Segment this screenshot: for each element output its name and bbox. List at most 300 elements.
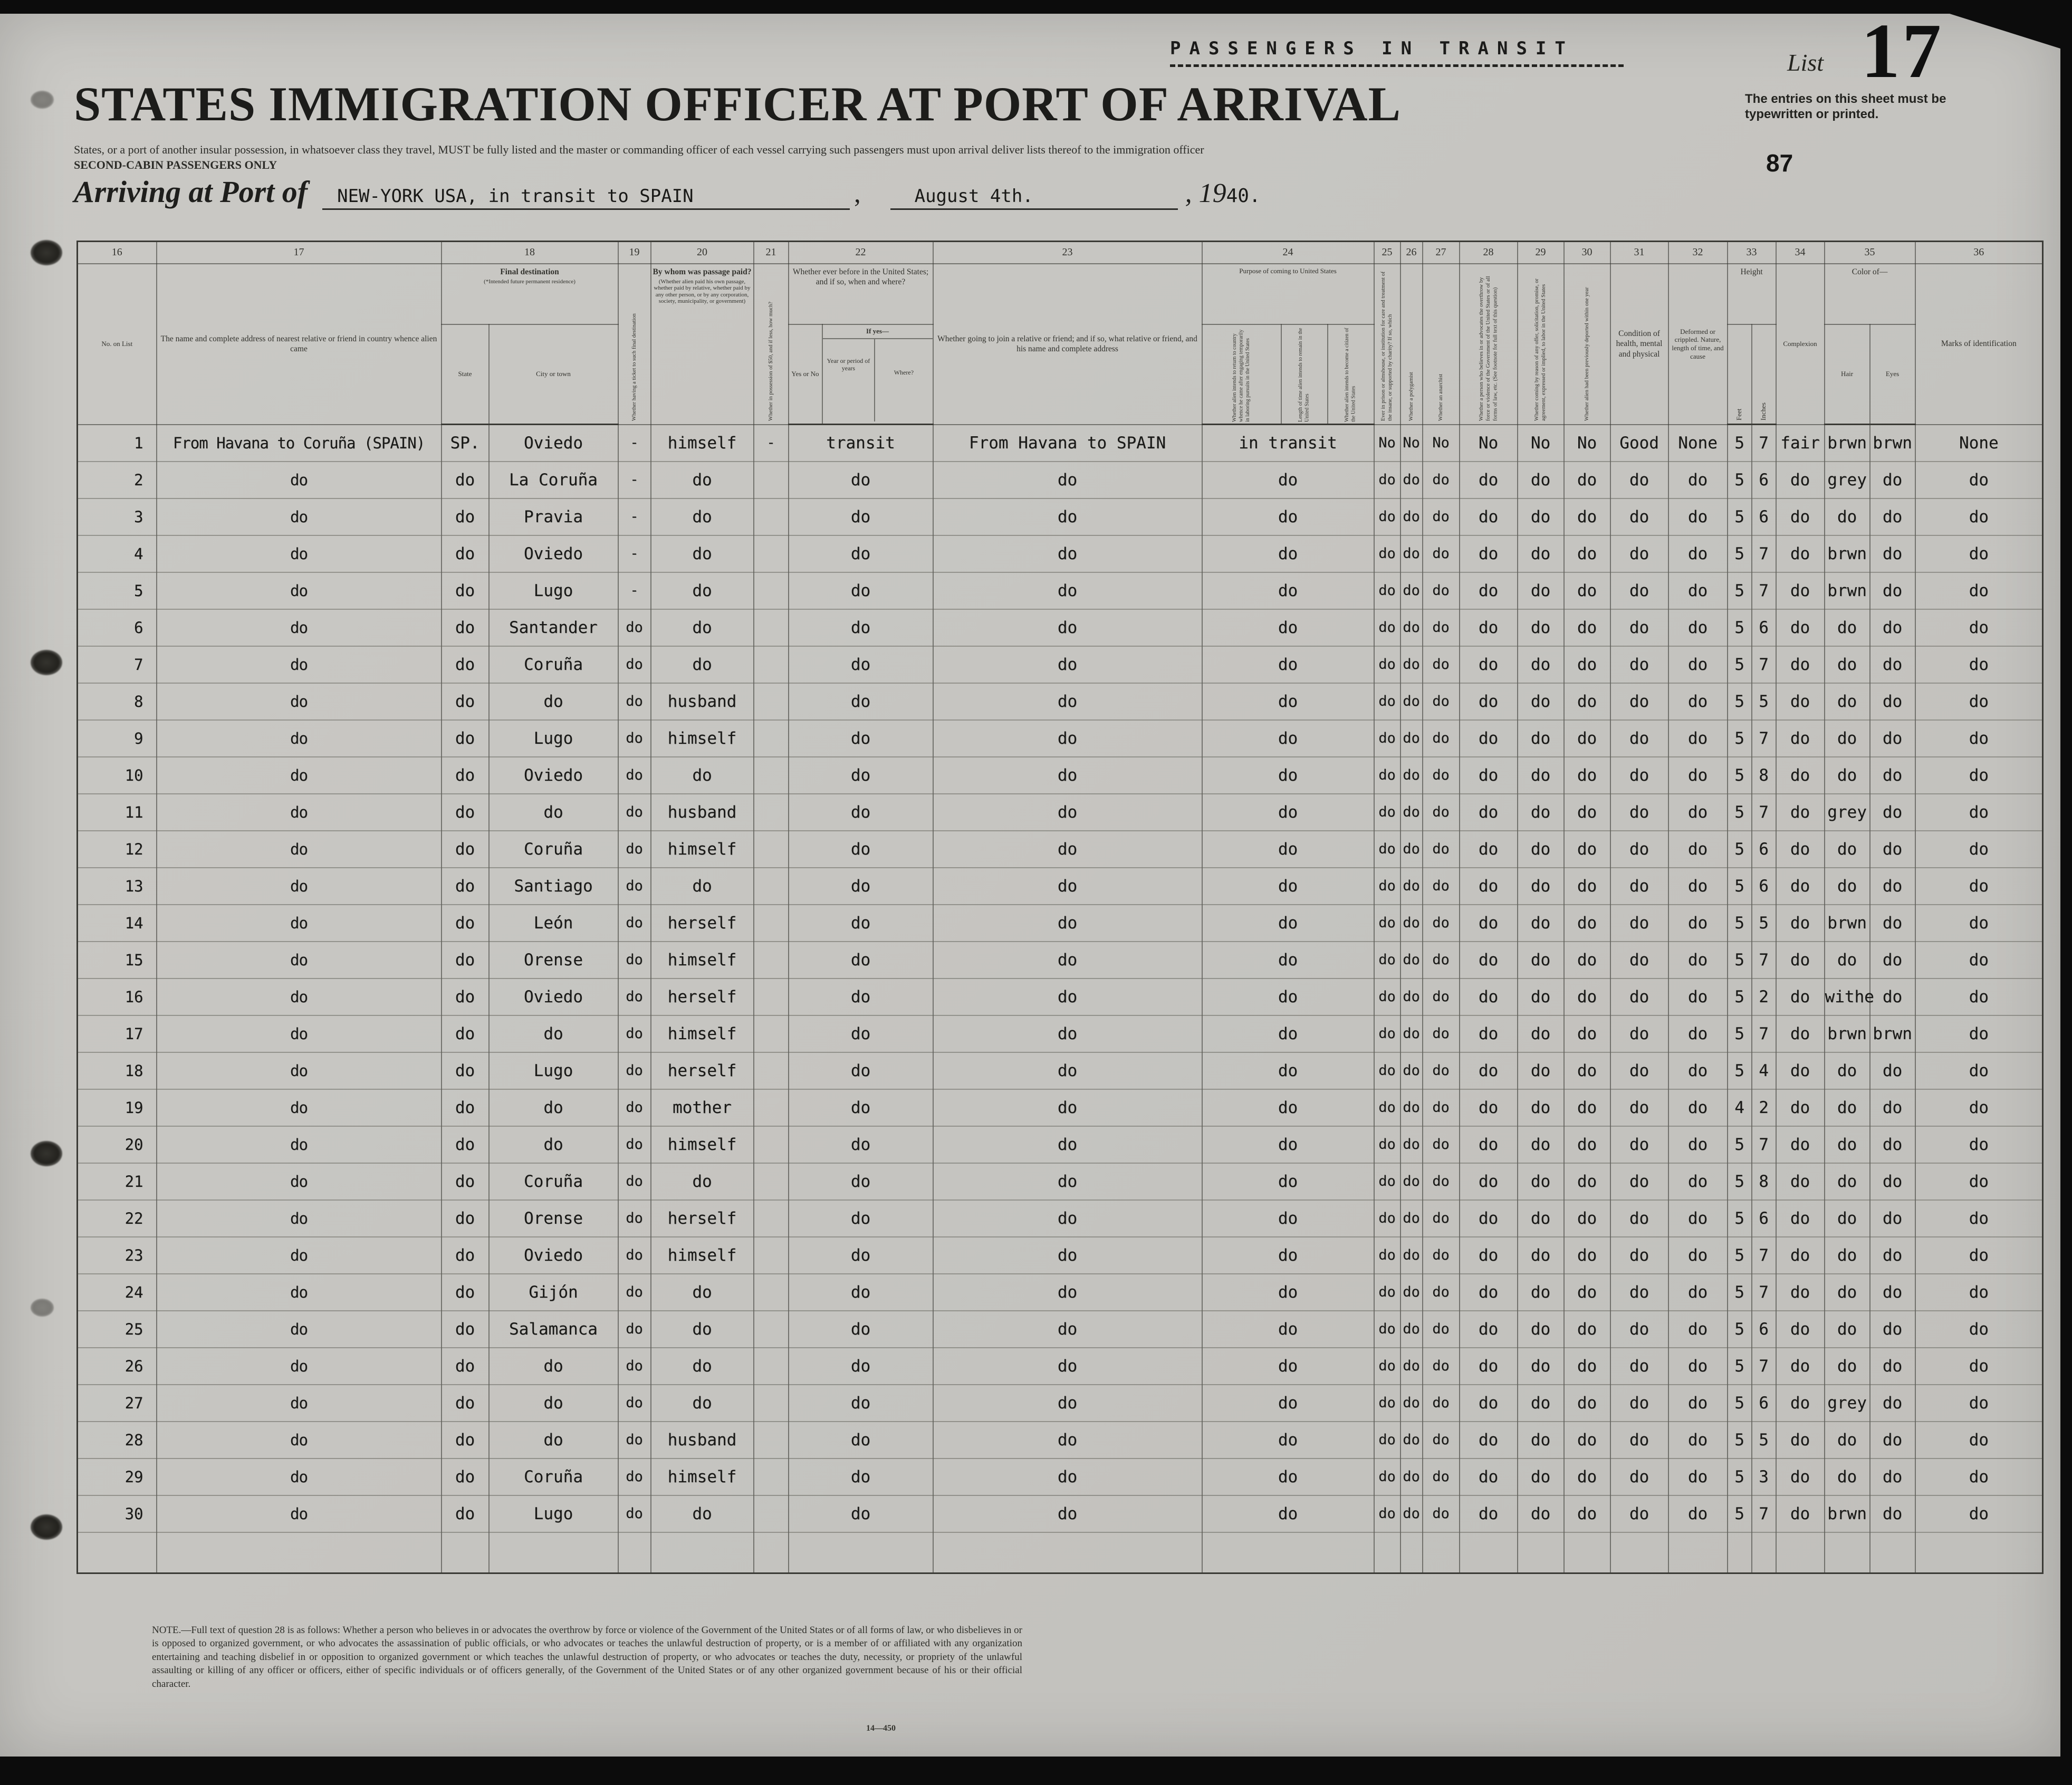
col-header-year-period: Year or period of years bbox=[823, 339, 876, 421]
col-header-yes-no: Yes or No bbox=[789, 324, 822, 425]
cell-before-us: do bbox=[789, 905, 933, 942]
cell-deported: do bbox=[1564, 1237, 1610, 1274]
col-header-purpose: Purpose of coming to United States bbox=[1202, 264, 1374, 324]
passenger-rows bbox=[78, 425, 2043, 1573]
cell-prison: do bbox=[1374, 462, 1400, 498]
col-number: 20 bbox=[651, 242, 754, 264]
cell-before-us: do bbox=[789, 720, 933, 757]
cell-deformed: do bbox=[1668, 1200, 1728, 1237]
cell-before-us: do bbox=[789, 462, 933, 498]
cell-state: do bbox=[442, 1385, 489, 1422]
cell-city: Oviedo bbox=[489, 978, 618, 1015]
cell-polygamist: do bbox=[1400, 868, 1423, 905]
cell-ticket: do bbox=[618, 978, 651, 1015]
cell-labor-offer: do bbox=[1518, 646, 1564, 683]
cell-complexion: do bbox=[1776, 868, 1825, 905]
cell-overthrow: do bbox=[1460, 1458, 1518, 1495]
cell-join: do bbox=[933, 1274, 1202, 1311]
empty-cell bbox=[789, 1532, 933, 1573]
cell-no: 11 bbox=[78, 794, 157, 831]
col-header-where: Where? bbox=[894, 368, 914, 376]
list-number: 17 bbox=[1861, 8, 1943, 94]
cell-join: do bbox=[933, 1495, 1202, 1532]
cell-city: Coruña bbox=[489, 831, 618, 868]
col-header-deported bbox=[1564, 264, 1610, 425]
cell-health: do bbox=[1610, 1015, 1668, 1052]
cell-deported: do bbox=[1564, 868, 1610, 905]
cell-overthrow: do bbox=[1460, 462, 1518, 498]
col-header-prison bbox=[1374, 264, 1400, 425]
cell-inches: 7 bbox=[1752, 1348, 1776, 1385]
cell-complexion: do bbox=[1776, 831, 1825, 868]
cell-inches: 2 bbox=[1752, 978, 1776, 1015]
cell-passage: herself bbox=[651, 978, 754, 1015]
cell-labor-offer: do bbox=[1518, 978, 1564, 1015]
cell-state: do bbox=[442, 905, 489, 942]
cell-ticket: do bbox=[618, 1274, 651, 1311]
cell-eyes: do bbox=[1870, 1458, 1915, 1495]
cell-overthrow: do bbox=[1460, 1163, 1518, 1200]
cell-labor-offer: do bbox=[1518, 462, 1564, 498]
cell-join: do bbox=[933, 572, 1202, 609]
cell-prison: No bbox=[1374, 425, 1400, 462]
passage-paid-label: By whom was passage paid? bbox=[653, 267, 752, 276]
cell-deported: do bbox=[1564, 1348, 1610, 1385]
cell-money bbox=[754, 720, 789, 757]
cell-overthrow: do bbox=[1460, 646, 1518, 683]
cell-polygamist: do bbox=[1400, 1458, 1423, 1495]
cell-before-us: do bbox=[789, 683, 933, 720]
inches-label: Inches bbox=[1759, 402, 1768, 421]
cell-labor-offer: do bbox=[1518, 1052, 1564, 1089]
cell-complexion: do bbox=[1776, 1274, 1825, 1311]
col-header-passage-paid bbox=[651, 264, 754, 425]
cell-city: Lugo bbox=[489, 572, 618, 609]
cell-purpose: do bbox=[1202, 978, 1374, 1015]
cell-health: do bbox=[1610, 498, 1668, 535]
cell-state: do bbox=[442, 868, 489, 905]
cell-passage: do bbox=[651, 609, 754, 646]
cell-state: do bbox=[442, 462, 489, 498]
cell-ticket: do bbox=[618, 794, 651, 831]
cell-feet: 5 bbox=[1728, 1126, 1752, 1163]
scan-corner-artifact bbox=[1950, 14, 2060, 49]
hole-punch bbox=[31, 1299, 54, 1317]
cell-deported: do bbox=[1564, 572, 1610, 609]
cell-relative: do bbox=[157, 720, 442, 757]
cell-inches: 6 bbox=[1752, 498, 1776, 535]
cell-city: do bbox=[489, 1126, 618, 1163]
cell-ticket: do bbox=[618, 757, 651, 794]
cell-polygamist: do bbox=[1400, 462, 1423, 498]
cell-anarchist: do bbox=[1423, 1385, 1460, 1422]
cell-labor-offer: do bbox=[1518, 868, 1564, 905]
cell-money bbox=[754, 1163, 789, 1200]
cell-eyes: do bbox=[1870, 1311, 1915, 1348]
cell-anarchist: No bbox=[1423, 425, 1460, 462]
cell-hair: do bbox=[1825, 609, 1870, 646]
table-row bbox=[78, 757, 2043, 794]
cell-money bbox=[754, 1495, 789, 1532]
cell-anarchist: do bbox=[1423, 794, 1460, 831]
cell-overthrow: do bbox=[1460, 1015, 1518, 1052]
empty-cell bbox=[157, 1532, 442, 1573]
cell-join: do bbox=[933, 868, 1202, 905]
cell-labor-offer: do bbox=[1518, 942, 1564, 978]
cell-marks: do bbox=[1915, 1385, 2043, 1422]
cell-relative: From Havana to Coruña (SPAIN) bbox=[157, 425, 442, 462]
cell-overthrow: do bbox=[1460, 1200, 1518, 1237]
cell-prison: do bbox=[1374, 1126, 1400, 1163]
cell-state: do bbox=[442, 1422, 489, 1458]
cell-purpose: do bbox=[1202, 868, 1374, 905]
cell-hair: grey bbox=[1825, 794, 1870, 831]
list-label: List bbox=[1787, 49, 1824, 76]
cell-overthrow: do bbox=[1460, 905, 1518, 942]
cell-overthrow: do bbox=[1460, 1126, 1518, 1163]
cell-overthrow: do bbox=[1460, 720, 1518, 757]
col-header-eyes: Eyes bbox=[1870, 324, 1915, 425]
cell-ticket: do bbox=[618, 831, 651, 868]
cell-prison: do bbox=[1374, 1015, 1400, 1052]
cell-city: Lugo bbox=[489, 1052, 618, 1089]
cell-purpose: do bbox=[1202, 942, 1374, 978]
cell-passage: do bbox=[651, 646, 754, 683]
cell-no: 6 bbox=[78, 609, 157, 646]
cell-deformed: do bbox=[1668, 646, 1728, 683]
cell-passage: herself bbox=[651, 1052, 754, 1089]
paper-sheet bbox=[0, 8, 2060, 1757]
cell-purpose: do bbox=[1202, 1274, 1374, 1311]
cell-hair: do bbox=[1825, 1311, 1870, 1348]
cell-inches: 6 bbox=[1752, 462, 1776, 498]
heading-underline bbox=[1170, 64, 1624, 67]
table-row bbox=[78, 646, 2043, 683]
cell-no: 26 bbox=[78, 1348, 157, 1385]
cell-no: 10 bbox=[78, 757, 157, 794]
cell-deformed: do bbox=[1668, 609, 1728, 646]
cell-feet: 5 bbox=[1728, 1200, 1752, 1237]
cell-before-us: do bbox=[789, 1458, 933, 1495]
cell-ticket: do bbox=[618, 1089, 651, 1126]
cell-city: Santander bbox=[489, 609, 618, 646]
cell-deformed: do bbox=[1668, 1237, 1728, 1274]
cell-marks: do bbox=[1915, 1015, 2043, 1052]
cell-anarchist: do bbox=[1423, 498, 1460, 535]
cell-state: do bbox=[442, 1015, 489, 1052]
cell-inches: 7 bbox=[1752, 535, 1776, 572]
cell-deported: do bbox=[1564, 1015, 1610, 1052]
cell-feet: 5 bbox=[1728, 1458, 1752, 1495]
cell-feet: 5 bbox=[1728, 572, 1752, 609]
cell-complexion: do bbox=[1776, 1015, 1825, 1052]
cell-join: do bbox=[933, 720, 1202, 757]
cell-eyes: do bbox=[1870, 720, 1915, 757]
cell-health: do bbox=[1610, 646, 1668, 683]
cell-ticket: do bbox=[618, 1348, 651, 1385]
cell-money bbox=[754, 646, 789, 683]
cell-health: do bbox=[1610, 1163, 1668, 1200]
cell-ticket: - bbox=[618, 462, 651, 498]
cell-passage: himself bbox=[651, 831, 754, 868]
col-header-city: City or town bbox=[489, 324, 618, 425]
cell-ticket: - bbox=[618, 535, 651, 572]
table-row bbox=[78, 1422, 2043, 1458]
cell-anarchist: do bbox=[1423, 720, 1460, 757]
cell-passage: himself bbox=[651, 1015, 754, 1052]
cell-health: do bbox=[1610, 1200, 1668, 1237]
cell-deported: do bbox=[1564, 498, 1610, 535]
cell-join: do bbox=[933, 905, 1202, 942]
cell-marks: do bbox=[1915, 1163, 2043, 1200]
cell-prison: do bbox=[1374, 535, 1400, 572]
cell-no: 20 bbox=[78, 1126, 157, 1163]
cell-money bbox=[754, 794, 789, 831]
cell-overthrow: do bbox=[1460, 1422, 1518, 1458]
cell-purpose: do bbox=[1202, 1052, 1374, 1089]
cell-before-us: do bbox=[789, 1200, 933, 1237]
cell-join: do bbox=[933, 1237, 1202, 1274]
cell-ticket: do bbox=[618, 720, 651, 757]
cell-deformed: do bbox=[1668, 868, 1728, 905]
cell-join: From Havana to SPAIN bbox=[933, 425, 1202, 462]
cell-marks: do bbox=[1915, 757, 2043, 794]
cell-relative: do bbox=[157, 1089, 442, 1126]
cell-anarchist: do bbox=[1423, 1089, 1460, 1126]
cell-ticket: do bbox=[618, 1126, 651, 1163]
cell-deformed: do bbox=[1668, 462, 1728, 498]
cell-ticket: do bbox=[618, 1163, 651, 1200]
cell-complexion: do bbox=[1776, 1163, 1825, 1200]
cell-complexion: fair bbox=[1776, 425, 1825, 462]
cell-money bbox=[754, 1385, 789, 1422]
col-number: 29 bbox=[1518, 242, 1564, 264]
cell-hair: do bbox=[1825, 1348, 1870, 1385]
cell-passage: do bbox=[651, 1311, 754, 1348]
cell-inches: 6 bbox=[1752, 1385, 1776, 1422]
col-number: 25 bbox=[1374, 242, 1400, 264]
cell-purpose: do bbox=[1202, 1089, 1374, 1126]
cell-marks: do bbox=[1915, 1495, 2043, 1532]
col-header-hair: Hair bbox=[1825, 324, 1870, 425]
cell-deported: do bbox=[1564, 1495, 1610, 1532]
col-header-anarchist bbox=[1423, 264, 1460, 425]
cell-marks: do bbox=[1915, 609, 2043, 646]
cell-inches: 7 bbox=[1752, 572, 1776, 609]
table-row bbox=[78, 535, 2043, 572]
cell-ticket: do bbox=[618, 1200, 651, 1237]
hole-punch bbox=[31, 1514, 62, 1540]
cell-hair: do bbox=[1825, 1163, 1870, 1200]
cell-city: León bbox=[489, 905, 618, 942]
cell-join: do bbox=[933, 1089, 1202, 1126]
if-yes-label: If yes— bbox=[823, 325, 933, 339]
cell-deported: do bbox=[1564, 1126, 1610, 1163]
cell-labor-offer: do bbox=[1518, 535, 1564, 572]
table-row bbox=[78, 868, 2043, 905]
cell-labor-offer: do bbox=[1518, 1348, 1564, 1385]
cell-hair: grey bbox=[1825, 462, 1870, 498]
cell-money bbox=[754, 572, 789, 609]
cell-feet: 5 bbox=[1728, 683, 1752, 720]
col-header-purpose-return bbox=[1202, 324, 1281, 425]
hole-punch bbox=[31, 240, 62, 265]
overthrow-label: Whether a person who believes in or advocates the overthrow by force or violence of the Government of the United States or of all forms of law, etc. (See footnote for full text of this question) bbox=[1478, 276, 1499, 421]
cell-prison: do bbox=[1374, 609, 1400, 646]
cell-passage: herself bbox=[651, 1200, 754, 1237]
col-header-height: Height bbox=[1728, 264, 1776, 324]
cell-eyes: do bbox=[1870, 609, 1915, 646]
cell-no: 22 bbox=[78, 1200, 157, 1237]
cell-state: do bbox=[442, 683, 489, 720]
cell-money bbox=[754, 1458, 789, 1495]
cell-state: do bbox=[442, 1458, 489, 1495]
cell-complexion: do bbox=[1776, 462, 1825, 498]
cell-purpose: do bbox=[1202, 1200, 1374, 1237]
cell-city: La Coruña bbox=[489, 462, 618, 498]
cell-complexion: do bbox=[1776, 1126, 1825, 1163]
cell-ticket: do bbox=[618, 1052, 651, 1089]
table-row bbox=[78, 831, 2043, 868]
cell-marks: do bbox=[1915, 1126, 2043, 1163]
money-label: Whether in possession of $50, and if less, how much? bbox=[768, 301, 774, 421]
cell-health: do bbox=[1610, 1237, 1668, 1274]
col-header-deformed: Deformed or crippled. Nature, length of time, and cause bbox=[1668, 264, 1728, 425]
page-subtitle bbox=[74, 142, 1604, 172]
cell-money bbox=[754, 1422, 789, 1458]
cell-complexion: do bbox=[1776, 498, 1825, 535]
cell-relative: do bbox=[157, 905, 442, 942]
cell-before-us: do bbox=[789, 1089, 933, 1126]
table-row bbox=[78, 1237, 2043, 1274]
table-row bbox=[78, 425, 2043, 462]
cell-overthrow: do bbox=[1460, 1237, 1518, 1274]
cell-marks: do bbox=[1915, 794, 2043, 831]
cell-money bbox=[754, 757, 789, 794]
cell-deformed: do bbox=[1668, 978, 1728, 1015]
cell-city: Oviedo bbox=[489, 757, 618, 794]
cell-eyes: do bbox=[1870, 498, 1915, 535]
cell-polygamist: do bbox=[1400, 978, 1423, 1015]
col-header-join-relative: Whether going to join a relative or friend; and if so, what relative or friend, and his name and complete address bbox=[933, 264, 1202, 425]
cell-deformed: do bbox=[1668, 1274, 1728, 1311]
cell-health: do bbox=[1610, 868, 1668, 905]
cell-deported: do bbox=[1564, 978, 1610, 1015]
cell-relative: do bbox=[157, 498, 442, 535]
cell-prison: do bbox=[1374, 757, 1400, 794]
cell-inches: 2 bbox=[1752, 1089, 1776, 1126]
cell-complexion: do bbox=[1776, 683, 1825, 720]
cell-money bbox=[754, 1274, 789, 1311]
cell-state: do bbox=[442, 942, 489, 978]
cell-no: 28 bbox=[78, 1422, 157, 1458]
cell-overthrow: do bbox=[1460, 535, 1518, 572]
cell-complexion: do bbox=[1776, 1495, 1825, 1532]
cell-feet: 5 bbox=[1728, 1274, 1752, 1311]
cell-join: do bbox=[933, 1385, 1202, 1422]
cell-ticket: - bbox=[618, 572, 651, 609]
cell-city: Oviedo bbox=[489, 425, 618, 462]
cell-money bbox=[754, 978, 789, 1015]
cell-eyes: do bbox=[1870, 1052, 1915, 1089]
cell-labor-offer: do bbox=[1518, 905, 1564, 942]
cell-labor-offer: do bbox=[1518, 1495, 1564, 1532]
cell-join: do bbox=[933, 462, 1202, 498]
cell-ticket: - bbox=[618, 498, 651, 535]
cell-join: do bbox=[933, 1052, 1202, 1089]
cell-no: 23 bbox=[78, 1237, 157, 1274]
cell-marks: do bbox=[1915, 1089, 2043, 1126]
cell-city: do bbox=[489, 1348, 618, 1385]
cell-complexion: do bbox=[1776, 720, 1825, 757]
cell-feet: 5 bbox=[1728, 498, 1752, 535]
cell-eyes: do bbox=[1870, 1422, 1915, 1458]
cell-no: 30 bbox=[78, 1495, 157, 1532]
col-header-health: Condition of health, mental and physical bbox=[1610, 264, 1668, 425]
cell-hair: brwn bbox=[1825, 425, 1870, 462]
cell-join: do bbox=[933, 794, 1202, 831]
cell-passage: himself bbox=[651, 942, 754, 978]
cell-prison: do bbox=[1374, 1495, 1400, 1532]
cell-hair: brwn bbox=[1825, 905, 1870, 942]
cell-prison: do bbox=[1374, 1385, 1400, 1422]
cell-money bbox=[754, 609, 789, 646]
cell-join: do bbox=[933, 1422, 1202, 1458]
cell-marks: None bbox=[1915, 425, 2043, 462]
table-row bbox=[78, 978, 2043, 1015]
cell-feet: 5 bbox=[1728, 757, 1752, 794]
cell-prison: do bbox=[1374, 868, 1400, 905]
cell-marks: do bbox=[1915, 1237, 2043, 1274]
cell-marks: do bbox=[1915, 720, 2043, 757]
cell-purpose: do bbox=[1202, 720, 1374, 757]
typed-heading: PASSENGERS IN TRANSIT bbox=[1170, 38, 1574, 59]
cell-labor-offer: do bbox=[1518, 720, 1564, 757]
cell-deformed: do bbox=[1668, 1163, 1728, 1200]
cell-no: 29 bbox=[78, 1458, 157, 1495]
cell-health: do bbox=[1610, 720, 1668, 757]
cell-deported: do bbox=[1564, 1311, 1610, 1348]
cell-money bbox=[754, 831, 789, 868]
cell-inches: 7 bbox=[1752, 1126, 1776, 1163]
cell-complexion: do bbox=[1776, 535, 1825, 572]
cell-purpose: do bbox=[1202, 1237, 1374, 1274]
cell-deformed: do bbox=[1668, 905, 1728, 942]
col-number: 19 bbox=[618, 242, 651, 264]
year-printed: , 19 bbox=[1185, 178, 1226, 208]
cell-before-us: do bbox=[789, 535, 933, 572]
cell-labor-offer: do bbox=[1518, 1458, 1564, 1495]
deported-label: Whether alien had been previously deported within one year bbox=[1584, 287, 1590, 421]
cell-health: do bbox=[1610, 1422, 1668, 1458]
cell-anarchist: do bbox=[1423, 609, 1460, 646]
cell-inches: 8 bbox=[1752, 1163, 1776, 1200]
cell-eyes: do bbox=[1870, 462, 1915, 498]
cell-labor-offer: do bbox=[1518, 1311, 1564, 1348]
table-row bbox=[78, 462, 2043, 498]
cell-no: 25 bbox=[78, 1311, 157, 1348]
cell-city: Lugo bbox=[489, 720, 618, 757]
passage-paid-note: (Whether alien paid his own passage, whether paid by relative, whether paid by any other person, or by any corporation, society, municipality, or government) bbox=[654, 278, 751, 304]
empty-cell bbox=[78, 1532, 157, 1573]
cell-eyes: do bbox=[1870, 794, 1915, 831]
cell-polygamist: do bbox=[1400, 1015, 1423, 1052]
cell-eyes: brwn bbox=[1870, 1015, 1915, 1052]
cell-deported: do bbox=[1564, 646, 1610, 683]
cell-city: do bbox=[489, 1015, 618, 1052]
cell-before-us: do bbox=[789, 1348, 933, 1385]
table-row bbox=[78, 942, 2043, 978]
